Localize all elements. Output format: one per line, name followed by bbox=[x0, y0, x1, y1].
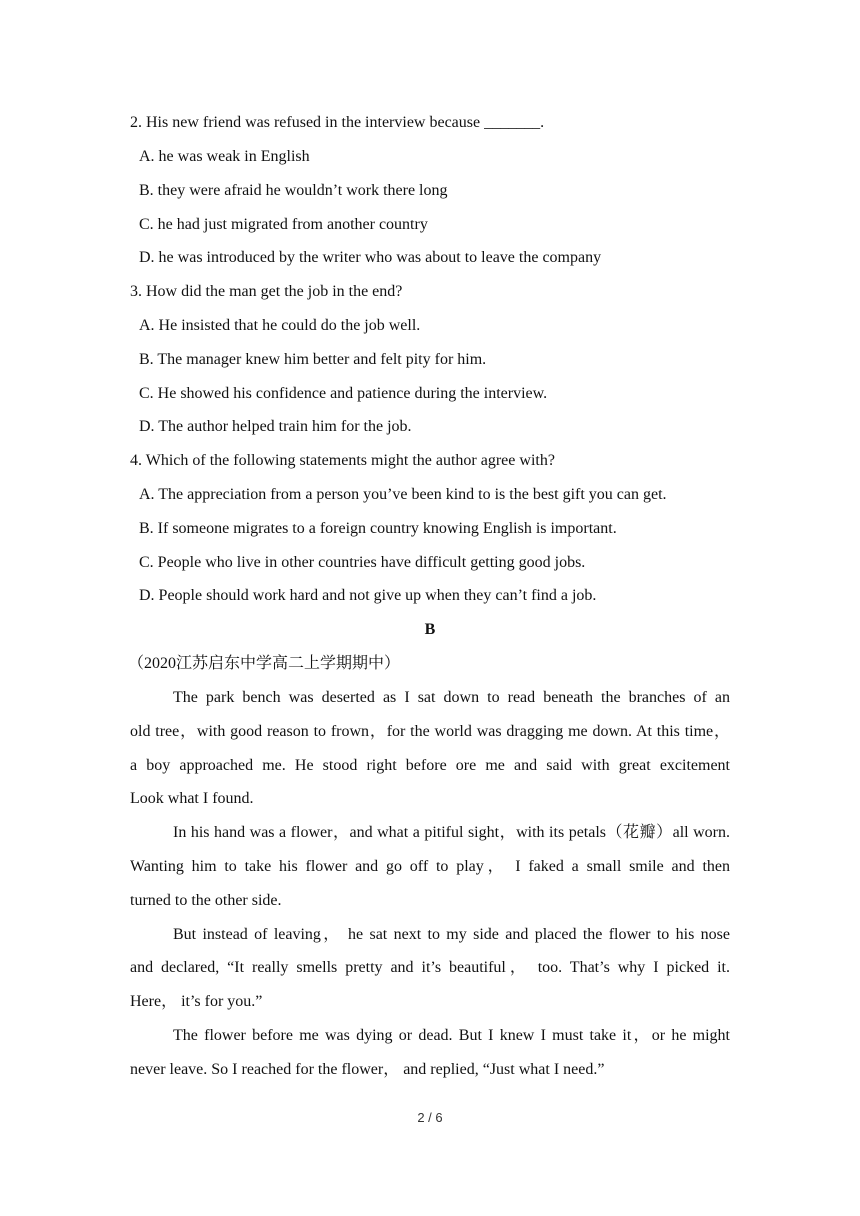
question-3-stem: 3. How did the man get the job in the end? bbox=[130, 283, 403, 300]
passage-line-10: Here， it’s for you.” bbox=[130, 993, 263, 1010]
passage-line-8: But instead of leaving， he sat next to my side and placed the flower to his nose bbox=[173, 926, 730, 943]
passage-line-12: never leave. So I reached for the flower， and replied, “Just what I need.” bbox=[130, 1061, 605, 1078]
passage-line-6: Wanting him to take his flower and go off to play， I faked a small smile and then bbox=[130, 858, 730, 875]
question-4-stem: 4. Which of the following statements might the author agree with? bbox=[130, 452, 555, 469]
section-source: （2020江苏启东中学高二上学期期中） bbox=[128, 655, 401, 672]
question-2-option-d: D. he was introduced by the writer who was about to leave the company bbox=[139, 249, 602, 266]
question-2-option-c: C. he had just migrated from another country bbox=[139, 216, 428, 233]
passage-line-5: In his hand was a flower，and what a pitiful sight，with its petals（花瓣）all worn. bbox=[173, 824, 730, 841]
question-2-option-a: A. he was weak in English bbox=[139, 148, 310, 165]
question-4-option-d: D. People should work hard and not give up when they can’t find a job. bbox=[139, 587, 597, 604]
question-3-option-a: A. He insisted that he could do the job well. bbox=[139, 317, 421, 334]
question-4-option-b: B. If someone migrates to a foreign country knowing English is important. bbox=[139, 520, 617, 537]
question-3-option-c: C. He showed his confidence and patience during the interview. bbox=[139, 385, 548, 402]
question-4-option-c: C. People who live in other countries have difficult getting good jobs. bbox=[139, 554, 586, 571]
passage-line-3: a boy approached me. He stood right before ore me and said with great excitement bbox=[130, 757, 730, 774]
passage-line-9: and declared, “It really smells pretty and it’s beautiful， too. That’s why I picked it. bbox=[130, 959, 730, 976]
question-4-option-a: A. The appreciation from a person you’ve been kind to is the best gift you can get. bbox=[139, 486, 667, 503]
question-3-option-d: D. The author helped train him for the job. bbox=[139, 418, 412, 435]
question-2-stem: 2. His new friend was refused in the interview because _______. bbox=[130, 114, 545, 131]
page-number: 2 / 6 bbox=[417, 1110, 443, 1125]
section-heading: B bbox=[424, 621, 436, 638]
passage-line-7: turned to the other side. bbox=[130, 892, 282, 909]
passage-line-2: old tree，with good reason to frown，for the world was dragging me down. At this time， bbox=[130, 723, 730, 740]
question-3-option-b: B. The manager knew him better and felt pity for him. bbox=[139, 351, 487, 368]
question-2-option-b: B. they were afraid he wouldn’t work there long bbox=[139, 182, 448, 199]
passage-line-4: Look what I found. bbox=[130, 790, 254, 807]
passage-line-1: The park bench was deserted as I sat down to read beneath the branches of an bbox=[173, 689, 730, 706]
passage-line-11: The flower before me was dying or dead. But I knew I must take it，or he might bbox=[173, 1027, 730, 1044]
